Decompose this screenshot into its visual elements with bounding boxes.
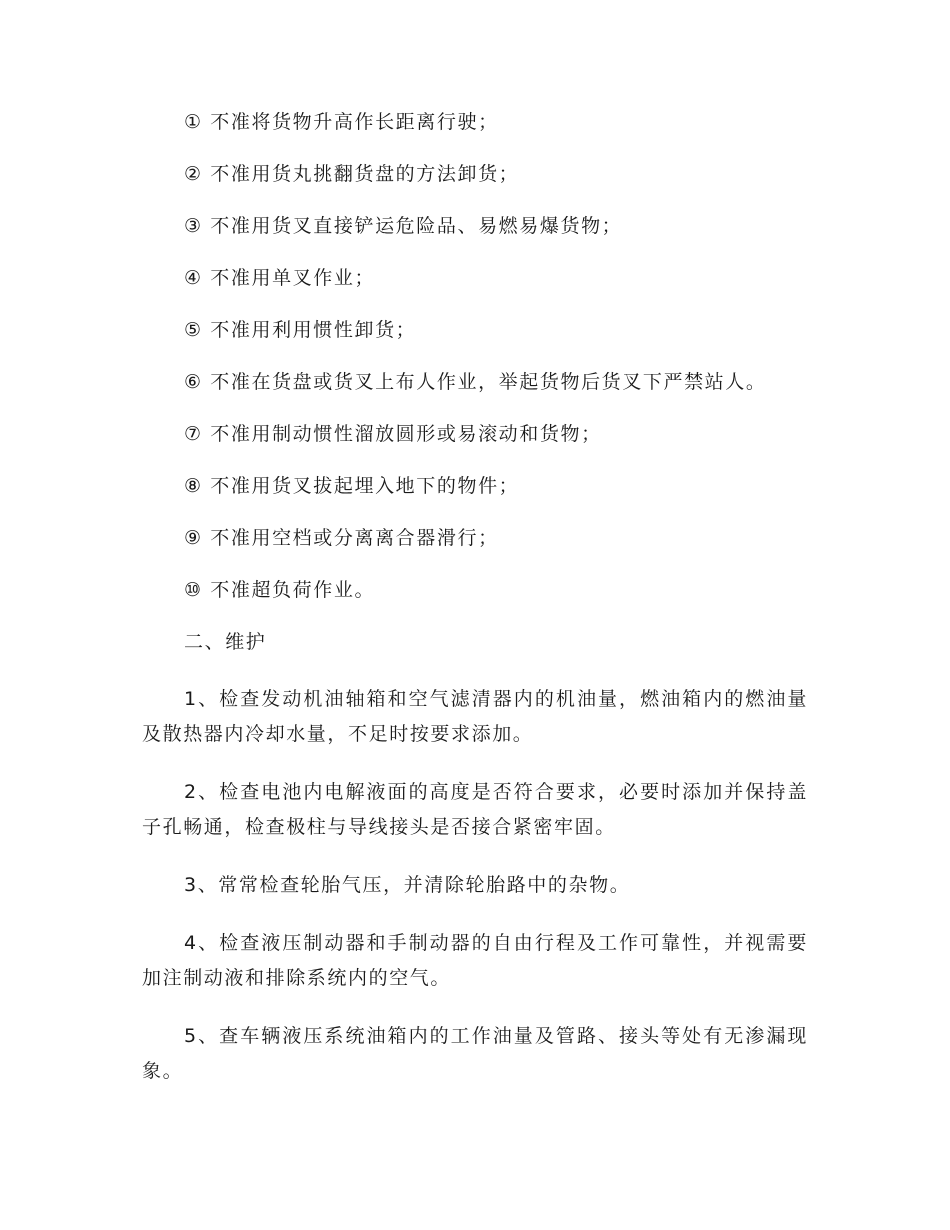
rule-item-4: ④ 不准用单叉作业； — [184, 267, 376, 289]
maintenance-item-5: 5、查车辆液压系统油箱内的工作油量及管路、接头等处有无渗漏现象。 — [142, 1025, 808, 1082]
rule-item-7: ⑦ 不准用制动惯性溜放圆形或易滚动和货物； — [184, 423, 602, 445]
rule-item-10: ⑩ 不准超负荷作业。 — [184, 579, 376, 601]
rule-item-2: ② 不准用货丸挑翻货盘的方法卸货； — [184, 163, 520, 185]
rule-item-3: ③ 不准用货叉直接铲运危险品、易燃易爆货物； — [184, 215, 623, 237]
rule-item-8: ⑧ 不准用货叉拔起埋入地下的物件； — [184, 475, 520, 497]
maintenance-item-2: 2、检查电池内电解液面的高度是否符合要求，必要时添加并保持盖子孔畅通，检查极柱与导线接头是否接合紧密牢固。 — [142, 781, 808, 838]
maintenance-item-1: 1、检查发动机油轴箱和空气滤清器内的机油量，燃油箱内的燃油量及散热器内冷却水量，不足时按要求添加。 — [142, 688, 808, 745]
rule-item-1: ① 不准将货物升高作长距离行驶； — [184, 111, 499, 133]
maintenance-item-4: 4、检查液压制动器和手制动器的自由行程及工作可靠性，并视需要加注制动液和排除系统内的空气。 — [142, 932, 808, 989]
document-body — [142, 110, 808, 1112]
maintenance-item-3: 3、常常检查轮胎气压，并清除轮胎路中的杂物。 — [184, 874, 631, 896]
rule-item-9: ⑨ 不准用空档或分离离合器滑行； — [184, 527, 499, 549]
rule-item-6: ⑥ 不准在货盘或货叉上布人作业，举起货物后货叉下严禁站人。 — [184, 371, 767, 393]
rule-item-5: ⑤ 不准用利用惯性卸货； — [184, 319, 417, 341]
section-heading-maintenance: 二、维护 — [184, 631, 267, 653]
